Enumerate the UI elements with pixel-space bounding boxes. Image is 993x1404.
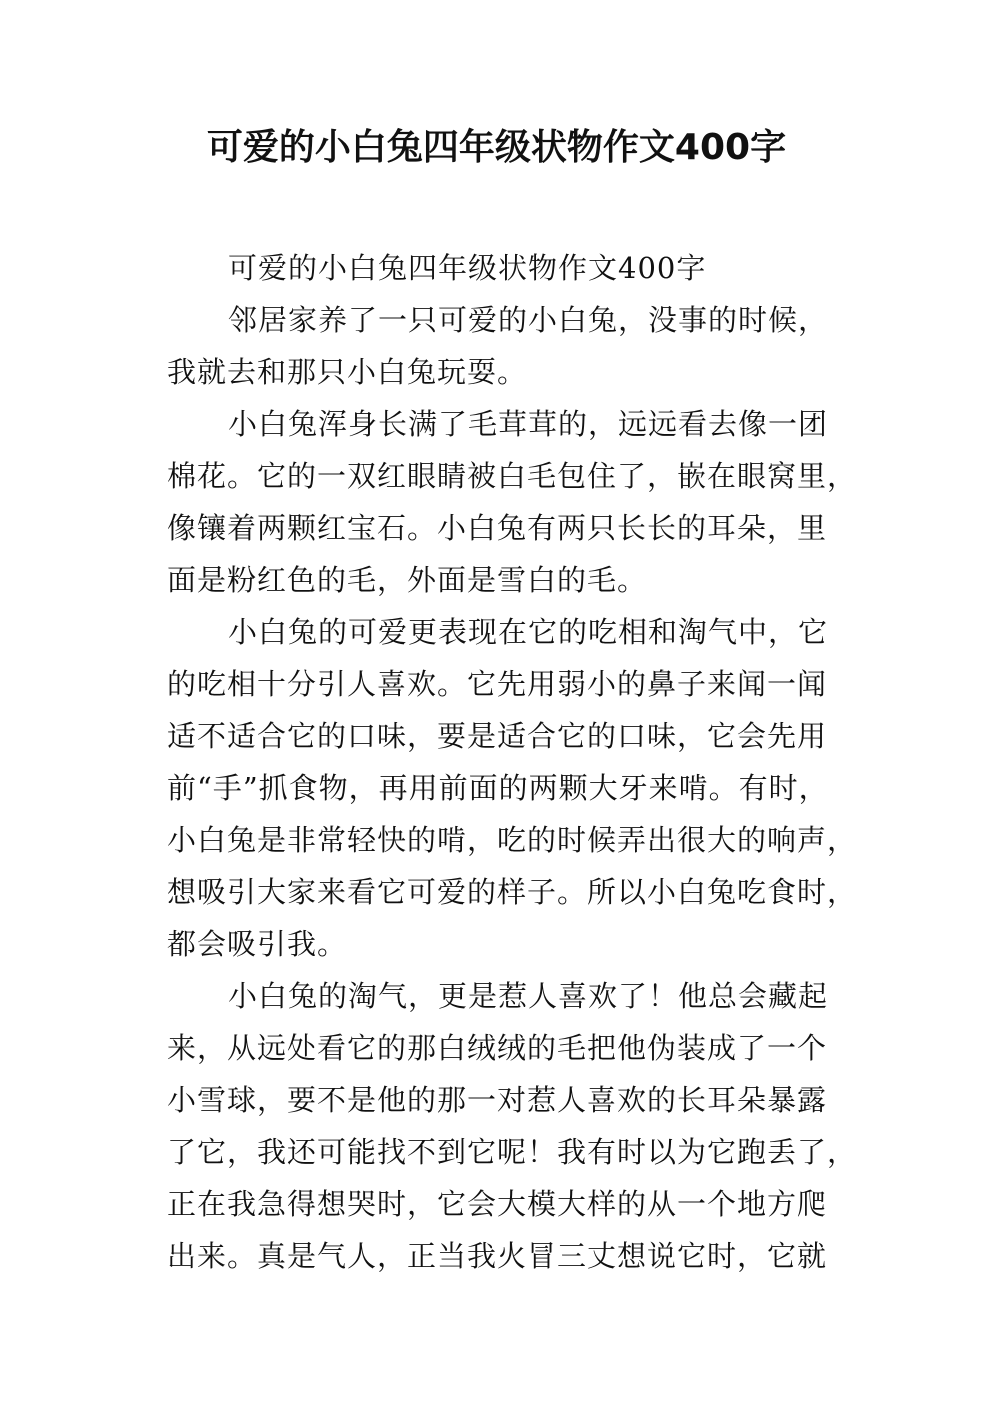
text-line: 棉花。它的一双红眼睛被白毛包住了，嵌在眼窝里，: [167, 459, 858, 493]
text-line: 我就去和那只小白兔玩耍。: [167, 355, 528, 389]
text-line: 都会吸引我。: [167, 927, 348, 961]
text-line: 了它，我还可能找不到它呢！我有时以为它跑丢了，: [167, 1135, 858, 1169]
text-line: 的吃相十分引人喜欢。它先用弱小的鼻子来闻一闻: [167, 667, 828, 701]
text-line: 出来。真是气人，正当我火冒三丈想说它时，它就: [167, 1239, 828, 1273]
text-line: 小白兔的淘气，更是惹人喜欢了！他总会藏起: [228, 979, 829, 1013]
text-line: 正在我急得想哭时，它会大模大样的从一个地方爬: [167, 1187, 828, 1221]
text-line: 邻居家养了一只可爱的小白兔，没事的时候，: [228, 303, 829, 337]
text-line: 适不适合它的口味，要是适合它的口味，它会先用: [167, 719, 828, 753]
text-line: 想吸引大家来看它可爱的样子。所以小白兔吃食时，: [167, 875, 858, 909]
document-title: 可爱的小白兔四年级状物作文400字: [206, 127, 787, 168]
text-line: 面是粉红色的毛，外面是雪白的毛。: [167, 563, 648, 597]
text-line: 前“手”抓食物，再用前面的两颗大牙来啃。有时，: [167, 771, 829, 805]
paragraph-heading-line: 可爱的小白兔四年级状物作文400字: [228, 251, 707, 285]
document-body: [167, 242, 858, 1282]
text-line: 小雪球，要不是他的那一对惹人喜欢的长耳朵暴露: [167, 1083, 828, 1117]
text-line: 小白兔浑身长满了毛茸茸的，远远看去像一团: [228, 407, 829, 441]
text-line: 来，从远处看它的那白绒绒的毛把他伪装成了一个: [167, 1031, 828, 1065]
text-line: 小白兔是非常轻快的啃，吃的时候弄出很大的响声，: [167, 823, 858, 857]
text-line: 小白兔的可爱更表现在它的吃相和淘气中，它: [228, 615, 829, 649]
text-line: 像镶着两颗红宝石。小白兔有两只长长的耳朵，里: [167, 511, 828, 545]
